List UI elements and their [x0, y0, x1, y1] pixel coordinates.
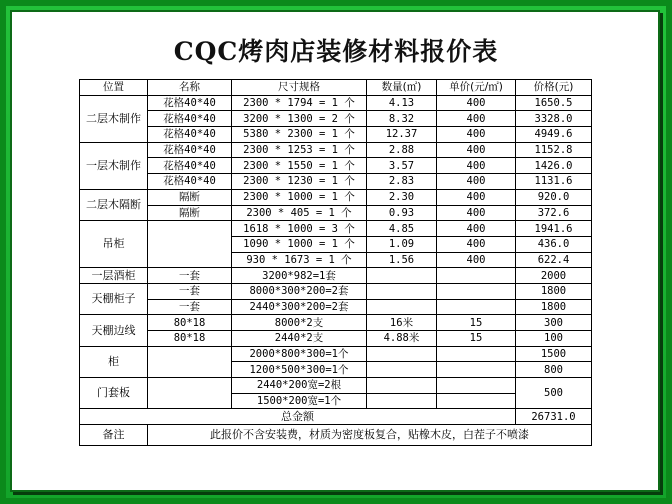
item-price: 920.0 — [516, 189, 592, 205]
header-name: 名称 — [148, 80, 232, 96]
item-size: 2300 * 1230 = 1 个 — [232, 174, 367, 190]
group-label: 天棚柜子 — [80, 283, 148, 314]
item-unit-price: 15 — [437, 331, 516, 347]
item-price: 1131.6 — [516, 174, 592, 190]
group-label: 柜 — [80, 346, 148, 377]
item-name — [148, 221, 232, 268]
item-qty: 1.56 — [367, 252, 437, 268]
table-row — [80, 221, 592, 237]
item-unit-price — [437, 362, 516, 378]
item-name: 一套 — [148, 283, 232, 299]
item-name: 隔断 — [148, 205, 232, 221]
item-unit-price: 400 — [437, 205, 516, 221]
item-unit-price — [437, 378, 516, 394]
item-name — [148, 378, 232, 409]
item-qty — [367, 283, 437, 299]
item-unit-price: 400 — [437, 221, 516, 237]
item-name: 花格40*40 — [148, 127, 232, 143]
header-position: 位置 — [80, 80, 148, 96]
group-label: 吊柜 — [80, 221, 148, 268]
item-size: 1500*200宽=1个 — [232, 393, 367, 409]
group-label: 一层酒柜 — [80, 268, 148, 284]
header-size: 尺寸规格 — [232, 80, 367, 96]
item-name: 花格40*40 — [148, 174, 232, 190]
item-price: 2000 — [516, 268, 592, 284]
item-qty — [367, 393, 437, 409]
item-price: 1800 — [516, 299, 592, 315]
item-unit-price — [437, 268, 516, 284]
item-size: 2300 * 1794 = 1 个 — [232, 95, 367, 111]
total-value: 26731.0 — [516, 409, 592, 425]
item-price: 372.6 — [516, 205, 592, 221]
item-unit-price — [437, 299, 516, 315]
item-qty: 3.57 — [367, 158, 437, 174]
item-size: 8000*2支 — [232, 315, 367, 331]
item-unit-price: 15 — [437, 315, 516, 331]
item-name: 花格40*40 — [148, 95, 232, 111]
table-row — [80, 315, 592, 331]
item-price: 800 — [516, 362, 592, 378]
group-label: 一层木制作 — [80, 142, 148, 189]
item-price: 1152.8 — [516, 142, 592, 158]
item-price: 1500 — [516, 346, 592, 362]
table-row — [80, 174, 592, 190]
item-unit-price — [437, 283, 516, 299]
remark-label: 备注 — [80, 425, 148, 446]
item-unit-price — [437, 346, 516, 362]
item-price: 500 — [516, 378, 592, 409]
item-qty — [367, 346, 437, 362]
table-row — [80, 158, 592, 174]
header-qty: 数量(㎡) — [367, 80, 437, 96]
group-label: 门套板 — [80, 378, 148, 409]
page-title: CQC烤肉店装修材料报价表 — [173, 37, 499, 66]
item-unit-price: 400 — [437, 111, 516, 127]
item-name: 隔断 — [148, 189, 232, 205]
item-size: 3200*982=1套 — [232, 268, 367, 284]
item-price: 1650.5 — [516, 95, 592, 111]
item-qty: 4.88米 — [367, 331, 437, 347]
item-qty — [367, 299, 437, 315]
table-row — [80, 378, 592, 394]
item-qty: 0.93 — [367, 205, 437, 221]
item-size: 2440*200宽=2根 — [232, 378, 367, 394]
item-name: 花格40*40 — [148, 158, 232, 174]
group-label: 二层木制作 — [80, 95, 148, 142]
item-qty — [367, 362, 437, 378]
table-row — [80, 346, 592, 362]
item-qty: 2.83 — [367, 174, 437, 190]
item-size: 2000*800*300=1个 — [232, 346, 367, 362]
item-unit-price: 400 — [437, 236, 516, 252]
item-name — [148, 346, 232, 377]
item-size: 2440*2支 — [232, 331, 367, 347]
item-name: 80*18 — [148, 331, 232, 347]
item-unit-price: 400 — [437, 158, 516, 174]
item-name: 一套 — [148, 268, 232, 284]
item-size: 1090 * 1000 = 1 个 — [232, 236, 367, 252]
item-name: 80*18 — [148, 315, 232, 331]
item-qty: 8.32 — [367, 111, 437, 127]
group-label: 二层木隔断 — [80, 189, 148, 220]
item-size: 2300 * 405 = 1 个 — [232, 205, 367, 221]
item-size: 5380 * 2300 = 1 个 — [232, 127, 367, 143]
item-size: 1200*500*300=1个 — [232, 362, 367, 378]
item-qty: 12.37 — [367, 127, 437, 143]
item-qty: 1.09 — [367, 236, 437, 252]
item-size: 2300 * 1253 = 1 个 — [232, 142, 367, 158]
table-row — [80, 127, 592, 143]
item-size: 930 * 1673 = 1 个 — [232, 252, 367, 268]
item-name: 花格40*40 — [148, 111, 232, 127]
item-size: 2440*300*200=2套 — [232, 299, 367, 315]
item-qty: 4.85 — [367, 221, 437, 237]
item-unit-price: 400 — [437, 142, 516, 158]
item-unit-price: 400 — [437, 189, 516, 205]
table-row — [80, 111, 592, 127]
item-qty — [367, 378, 437, 394]
item-unit-price: 400 — [437, 174, 516, 190]
table-row — [80, 189, 592, 205]
table-row — [80, 205, 592, 221]
group-label: 天棚边线 — [80, 315, 148, 346]
table-row — [80, 331, 592, 347]
total-row — [80, 409, 592, 425]
item-unit-price: 400 — [437, 252, 516, 268]
quote-table — [79, 79, 592, 446]
item-qty: 4.13 — [367, 95, 437, 111]
header-unit-price: 单价(元/㎡) — [437, 80, 516, 96]
item-name: 花格40*40 — [148, 142, 232, 158]
item-size: 8000*300*200=2套 — [232, 283, 367, 299]
table-row — [80, 142, 592, 158]
item-price: 4949.6 — [516, 127, 592, 143]
item-price: 3328.0 — [516, 111, 592, 127]
table-row — [80, 299, 592, 315]
item-price: 436.0 — [516, 236, 592, 252]
item-name: 一套 — [148, 299, 232, 315]
item-unit-price: 400 — [437, 95, 516, 111]
item-price: 1426.0 — [516, 158, 592, 174]
item-unit-price: 400 — [437, 127, 516, 143]
item-qty — [367, 268, 437, 284]
table-row — [80, 268, 592, 284]
item-qty: 2.30 — [367, 189, 437, 205]
item-size: 2300 * 1550 = 1 个 — [232, 158, 367, 174]
item-price: 1800 — [516, 283, 592, 299]
header-price: 价格(元) — [516, 80, 592, 96]
table-row — [80, 283, 592, 299]
item-qty: 16米 — [367, 315, 437, 331]
table-row — [80, 95, 592, 111]
item-qty: 2.88 — [367, 142, 437, 158]
header-row — [80, 80, 592, 96]
item-size: 1618 * 1000 = 3 个 — [232, 221, 367, 237]
item-unit-price — [437, 393, 516, 409]
item-price: 622.4 — [516, 252, 592, 268]
remark-text: 此报价不含安装费，材质为密度板复合，贴橡木皮，白茬子不喷漆 — [148, 425, 592, 446]
remark-row — [80, 425, 592, 446]
item-price: 100 — [516, 331, 592, 347]
item-price: 1941.6 — [516, 221, 592, 237]
item-price: 300 — [516, 315, 592, 331]
item-size: 2300 * 1000 = 1 个 — [232, 189, 367, 205]
item-size: 3200 * 1300 = 2 个 — [232, 111, 367, 127]
total-label: 总金额 — [80, 409, 516, 425]
